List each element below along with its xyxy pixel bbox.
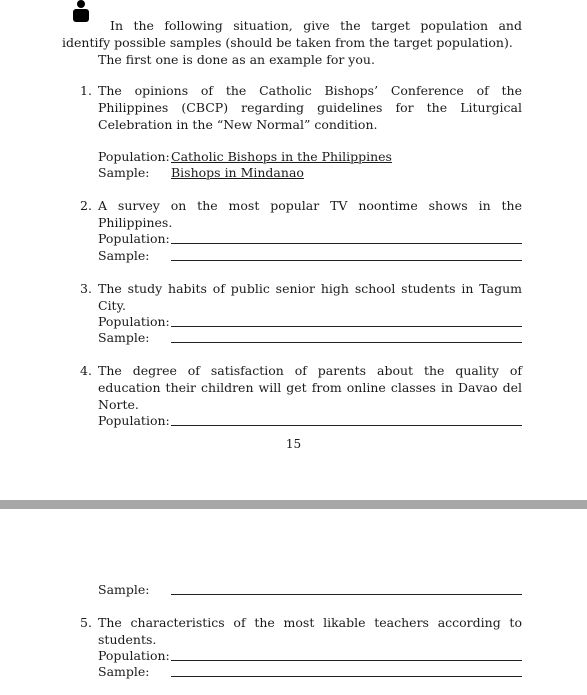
question-item-4 — [80, 362, 522, 413]
question-text: A survey on the most popular TV noontime shows in the Philippines. — [98, 198, 522, 230]
answer-blank[interactable] — [171, 260, 522, 261]
answer-blank[interactable] — [171, 243, 522, 244]
answer-blank[interactable] — [171, 425, 522, 426]
question-text: The study habits of public senior high school students in Tagum City. — [98, 281, 522, 313]
population-field-5 — [98, 647, 522, 664]
page-separator — [0, 500, 587, 509]
question-item-3 — [80, 280, 522, 314]
population-field-3 — [98, 313, 522, 330]
question-number: 3. — [80, 281, 92, 296]
sample-label: Sample: — [98, 330, 150, 345]
question-text: The characteristics of the most likable teachers according to students. — [98, 615, 522, 647]
instruction-text: In the following situation, give the target population and identify possible samples (should be taken from the target population). — [62, 18, 522, 50]
answer-blank[interactable] — [171, 660, 522, 661]
population-label: Population: — [98, 231, 170, 246]
question-number: 1. — [80, 83, 92, 98]
answer-blank[interactable] — [171, 326, 522, 327]
question-number: 4. — [80, 363, 92, 378]
question-item-5 — [80, 614, 522, 648]
population-value: Catholic Bishops in the Philippines — [171, 149, 392, 164]
answer-blank[interactable] — [171, 342, 522, 343]
population-field-2 — [98, 230, 522, 247]
question-item-1 — [80, 82, 522, 133]
sample-label: Sample: — [98, 582, 150, 597]
sample-field-2 — [98, 247, 522, 264]
population-field-4 — [98, 412, 522, 429]
question-text: The opinions of the Catholic Bishops’ Conference of the Philippines (CBCP) regarding guidelines for the Liturgical Celebration in the “New Normal” condition. — [98, 83, 522, 132]
question-item-2 — [80, 197, 522, 231]
population-label: Population: — [98, 648, 170, 663]
sample-label: Sample: — [98, 664, 150, 679]
sample-field-5 — [98, 663, 522, 680]
population-label: Population: — [98, 314, 170, 329]
sample-value: Bishops in Mindanao — [171, 165, 304, 180]
population-label: Population: — [98, 413, 170, 428]
question-number: 2. — [80, 198, 92, 213]
sample-answer-1 — [98, 164, 522, 181]
page-number: 15 — [285, 437, 302, 451]
sample-field-3 — [98, 329, 522, 346]
sample-label: Sample: — [98, 248, 150, 263]
question-number: 5. — [80, 615, 92, 630]
population-label: Population: — [98, 149, 170, 164]
instruction-example-note: The first one is done as an example for you. — [98, 52, 375, 67]
answer-blank[interactable] — [171, 676, 522, 677]
sample-label: Sample: — [98, 165, 150, 180]
answer-blank[interactable] — [171, 594, 522, 595]
instructions — [62, 17, 522, 68]
question-text: The degree of satisfaction of parents about the quality of education their children will get from online classes in Davao del Norte. — [98, 363, 522, 412]
sample-field-4 — [98, 581, 522, 598]
population-answer-1 — [98, 148, 522, 165]
